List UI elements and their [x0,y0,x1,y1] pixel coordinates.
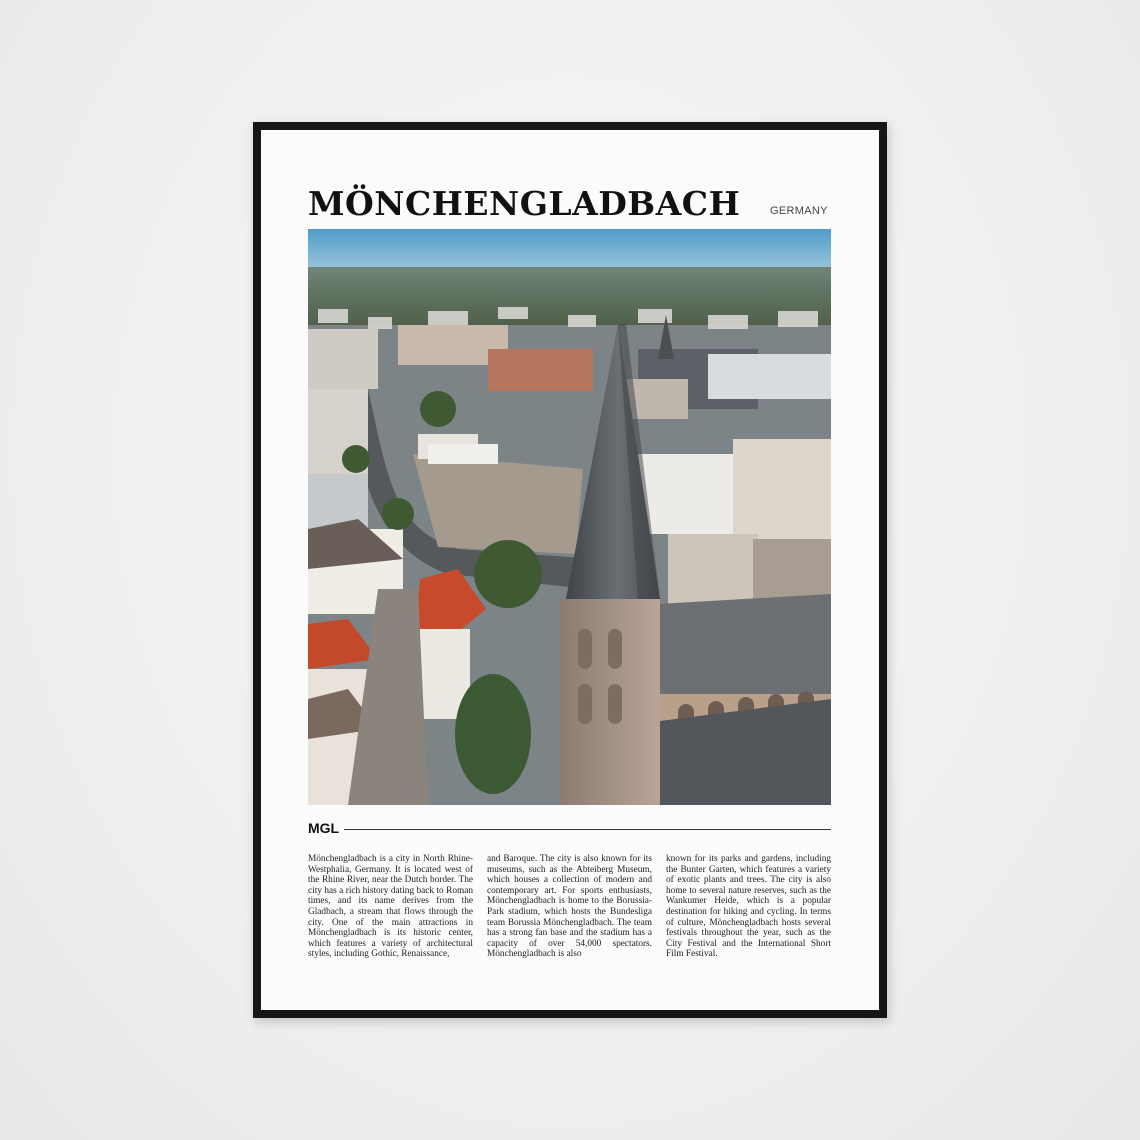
description-column-3: known for its parks and gardens, including the Bunter Garten, which features a variety of exotic plants and trees. The city is also home to several nature reserves, such as the Wankumer Heide, which is a popular destination for hiking and cycling. In terms of culture, Mönchengladbach hosts several festivals throughout the year, such as the City Festival and the International Short Film Festival. [666,854,831,960]
divider-line [344,829,831,830]
poster-title: MÖNCHENGLADBACH [308,184,741,223]
code-row [308,820,831,840]
city-aerial-photo [308,229,831,805]
city-code: MGL [308,820,340,836]
description-columns [308,854,831,960]
poster-country: GERMANY [770,205,828,217]
description-column-2: and Baroque. The city is also known for its museums, such as the Abteiberg Museum, which houses a collection of modern and contemporary art. For sports enthusiasts, Mönchengladbach is home to the Borussia-Park stadium, which hosts the Bundesliga team Borussia Mönchengladbach. The team has a strong fan base and the stadium has a capacity of over 54,000 spectators. Mönchengladbach is also [487,854,652,960]
description-column-1: Mönchengladbach is a city in North Rhine-Westphalia, Germany. It is located west of the Rhine River, near the Dutch border. The city has a rich history dating back to Roman times, and its name derives from the Gladbach, a stream that flows through the city. One of the main attractions in Mönchengladbach is its historic center, which features a variety of architectural styles, including Gothic, Renaissance, [308,854,473,960]
